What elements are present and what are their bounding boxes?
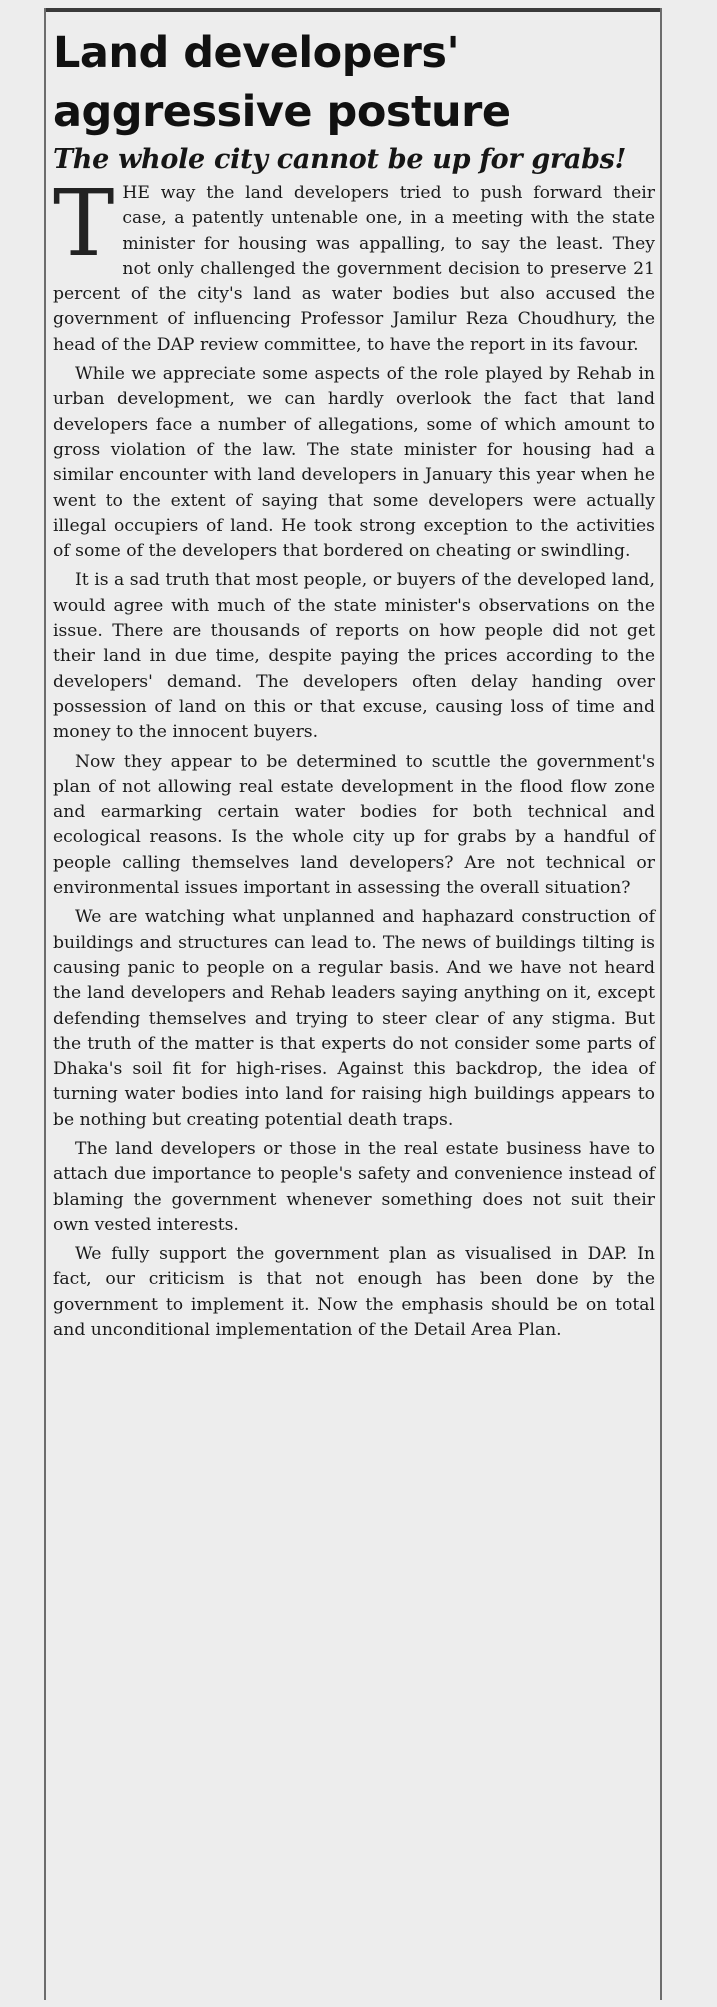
right-column-rule bbox=[660, 8, 662, 2000]
paragraph-4: Now they appear to be determined to scuttle the government's plan of not allowing real estate development in the flood flow zone and earmarking certain water bodies for both technical and ecological reasons. Is the whole city up for grabs by a handful of people calling themselves land developers? Are not technical or environmental issues important in assessing the overall situation? bbox=[53, 751, 655, 899]
paragraph-7: We fully support the government plan as visualised in DAP. In fact, our criticism is that not enough has been done by the government to implement it. Now the emphasis should be on total and unconditional implementation of the Detail Area Plan. bbox=[53, 1244, 655, 1341]
headline bbox=[53, 24, 655, 142]
drop-cap: T bbox=[53, 170, 115, 277]
top-rule bbox=[44, 8, 662, 12]
subheadline: The whole city cannot be up for grabs! bbox=[53, 144, 627, 175]
paragraph-5: We are watching what unplanned and haphazard construction of buildings and structures can lead to. The news of buildings tilting is causing panic to people on a regular basis. And we have not heard the land developers and Rehab leaders saying anything on it, except defending themselves and trying to steer clear of any stigma. But the truth of the matter is that experts do not consider some parts of Dhaka's soil fit for high-rises. Against this backdrop, the idea of turning water bodies into land for raising high buildings appears to be nothing but creating potential death traps. bbox=[53, 907, 655, 1130]
article-body bbox=[53, 170, 655, 1343]
paragraph-2: While we appreciate some aspects of the role played by Rehab in urban development, we can hardly overlook the fact that land developers face a number of allegations, some of which amount to gross violation of the law. The state minister for housing had a similar encounter with land developers in January this year when he went to the extent of saying that some developers were actually illegal occupiers of land. He took strong exception to the activities of some of the developers that bordered on cheating or swindling. bbox=[53, 364, 655, 562]
editorial-article bbox=[53, 24, 655, 1347]
left-column-rule bbox=[44, 8, 46, 2000]
headline-line-1: Land developers' bbox=[53, 28, 460, 78]
paragraph-3: It is a sad truth that most people, or buyers of the developed land, would agree with much of the state minister's observations on the issue. There are thousands of reports on how people did not get their land in due time, despite paying the prices according to the developers' demand. The developers often delay handing over possession of land on this or that excuse, causing loss of time and money to the innocent buyers. bbox=[53, 570, 655, 743]
paragraph-6: The land developers or those in the real estate business have to attach due importance to people's safety and convenience instead of blaming the government whenever something does not suit their own vested interests. bbox=[53, 1138, 655, 1235]
paragraph-1 bbox=[53, 170, 655, 358]
headline-line-2: aggressive posture bbox=[53, 87, 511, 137]
paragraph-1-text: HE way the land developers tried to push forward their case, a patently untenable one, in a meeting with the state minister for housing was appalling, to say the least. They not only challenged the government decision to preserve 21 percent of the city's land as water bodies but also accused the government of influencing Professor Jamilur Reza Choudhury, the head of the DAP review committee, to have the report in its favour. bbox=[53, 183, 655, 355]
